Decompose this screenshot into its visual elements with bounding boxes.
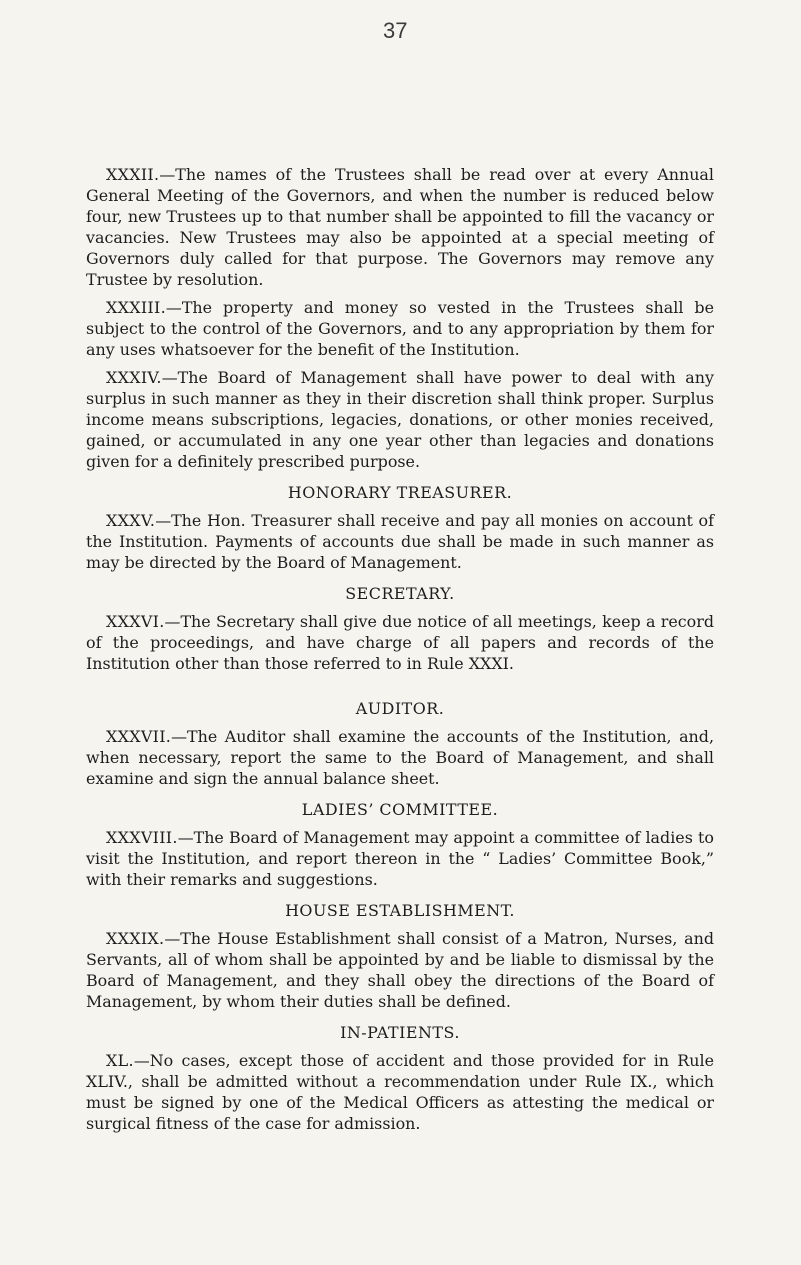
rule-paragraph [86,367,714,472]
section-heading: AUDITOR. [355,699,445,718]
rule-text: —The names of the Trustees shall be read over at every Annual General Meeting of the Governors, and when the number is reduced below four, new Trustees up to that number shall be appointed to fill the vacancy or vacancies. New Trustees may also be appointed at a special meeting of Governors duly called for that purpose. The Governors may remove any Trustee by resolution. [86,165,714,289]
rule-number: XXXIII. [106,298,166,317]
rule-paragraph [86,164,714,290]
page-number: 37 [383,18,408,43]
rule-number: XL. [106,1051,134,1070]
rule-number: XXXVI. [106,612,165,631]
rule-paragraph [86,928,714,1012]
rule-number: XXXIV. [106,368,162,387]
rule-paragraph [86,297,714,360]
rule-paragraph [86,1050,714,1134]
rule-number: XXXIX. [106,929,165,948]
rule-paragraph [86,827,714,890]
rule-number: XXXII. [106,165,160,184]
section-heading: IN-PATIENTS. [340,1023,460,1042]
rule-paragraph [86,611,714,674]
rule-number: XXXVII. [106,727,172,746]
section-heading: LADIES’ COMMITTEE. [301,800,499,819]
rule-text: —The Auditor shall examine the accounts of the Institution, and, when necessary, report the same to the Board of Management, and shall examine and sign the annual balance sheet. [86,727,714,788]
section-heading: HONORARY TREASURER. [287,483,513,502]
rule-text: —No cases, except those of accident and those provided for in Rule XLIV., shall be admitted without a recommendation under Rule IX., which must be signed by one of the Medical Officers as attesting the medical or surgical fitness of the case for admission. [86,1051,714,1133]
rule-text: —The property and money so vested in the Trustees shall be subject to the control of the Governors, and to any appropriation by them for any uses whatsoever for the benefit of the Institution. [86,298,714,359]
section-heading: SECRETARY. [345,584,455,603]
rule-number: XXXVIII. [106,828,178,847]
rule-paragraph [86,726,714,789]
rules-body [86,164,714,1141]
rule-paragraph [86,510,714,573]
rule-text: —The Secretary shall give due notice of all meetings, keep a record of the proceedings, and have charge of all papers and records of the Institution other than those referred to in Rule XXXI. [86,612,714,673]
rule-text: —The House Establishment shall consist of a Matron, Nurses, and Servants, all of whom shall be appointed by and be liable to dismissal by the Board of Management, and they shall obey the directions of the Board of Management, by whom their duties shall be defined. [86,929,714,1011]
rule-number: XXXV. [106,511,156,530]
section-heading: HOUSE ESTABLISHMENT. [285,901,515,920]
rule-text: —The Board of Management shall have power to deal with any surplus in such manner as they in their discretion shall think proper. Surplus income means subscriptions, legacies, donations, or other monies received, gained, or accumulated in any one year other than legacies and donations given for a definitely prescribed purpose. [86,368,714,471]
rule-text: —The Hon. Treasurer shall receive and pay all monies on account of the Institution. Payments of accounts due shall be made in such manner as may be directed by the Board of Management. [86,511,714,572]
rule-text: —The Board of Management may appoint a committee of ladies to visit the Institution, and report thereon in the “ Ladies’ Committee Book,” with their remarks and suggestions. [86,828,714,889]
